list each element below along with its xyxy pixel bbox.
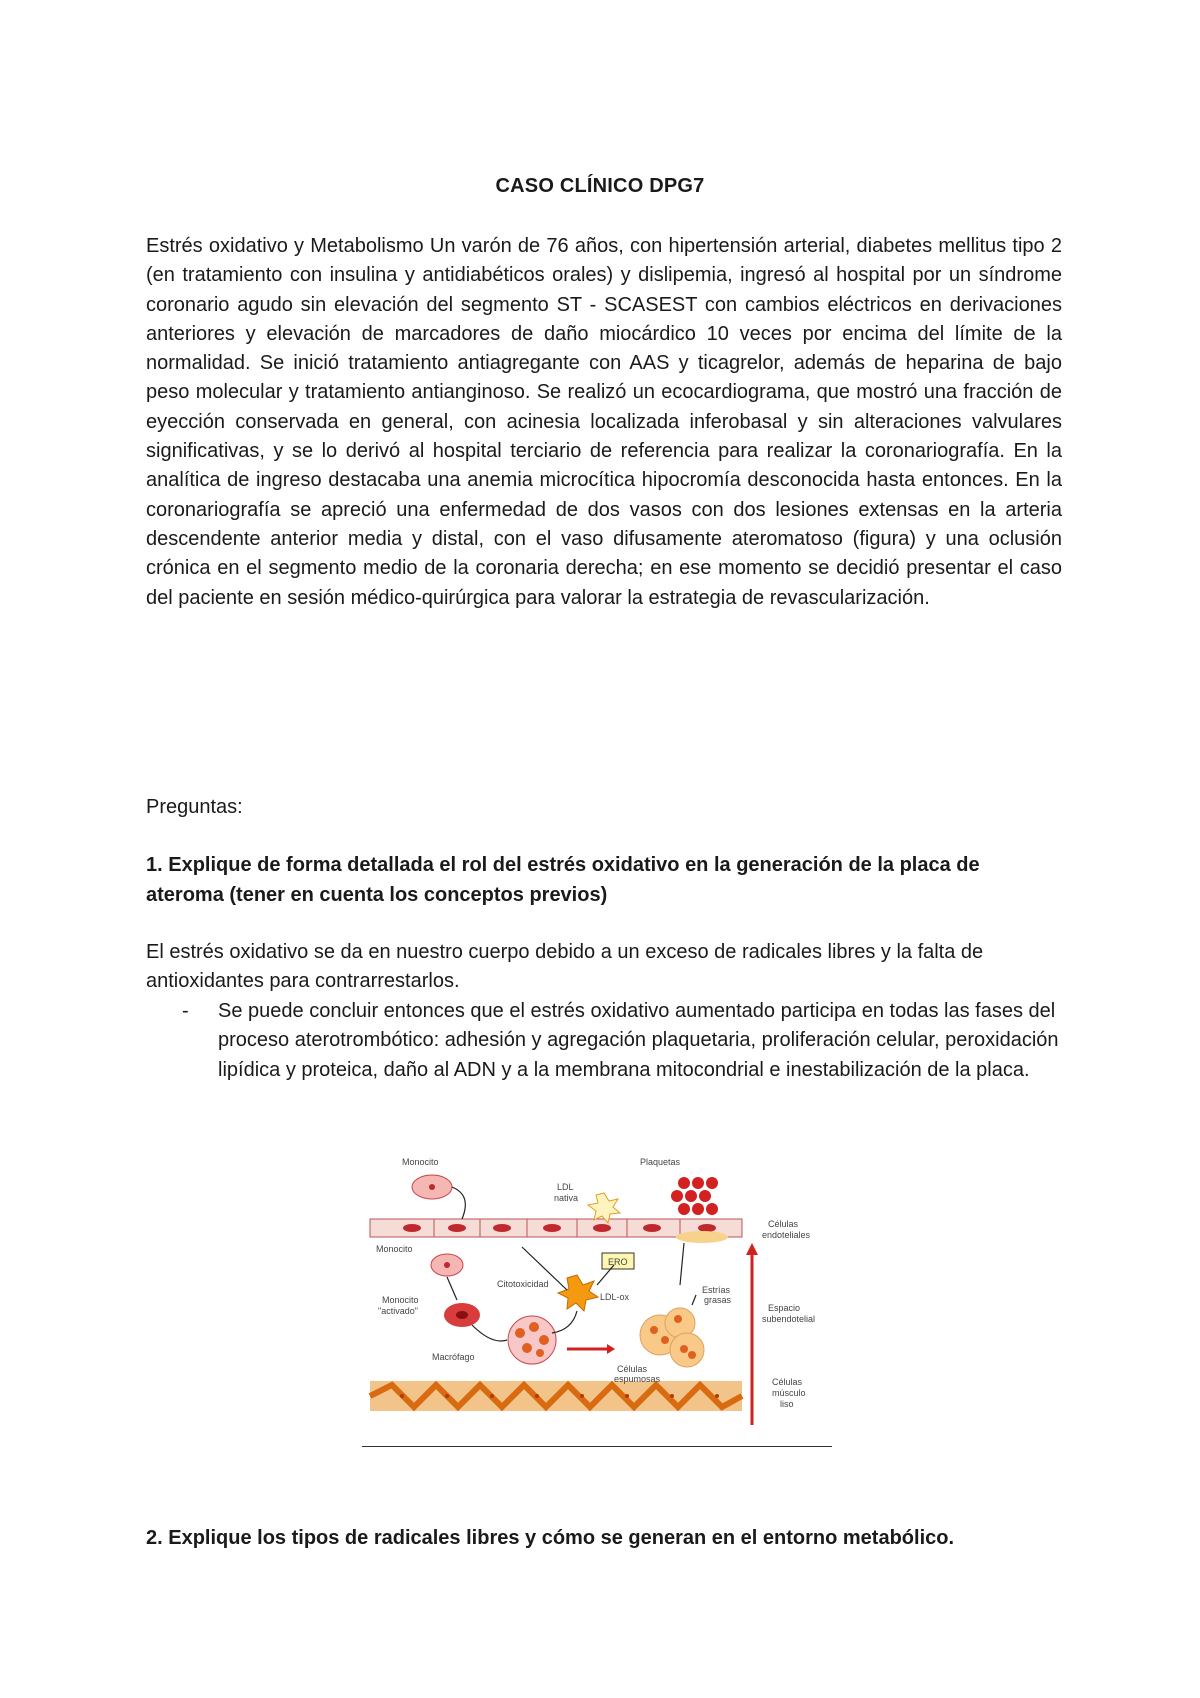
label-macrofago: Macrófago	[432, 1352, 475, 1362]
atherosclerosis-diagram	[362, 1135, 832, 1441]
bullet-text: Se puede concluir entonces que el estrés oxidativo aumentado participa en todas las fases del proceso aterotrombótico: adhesión y agregación plaquetaria, proliferación celular, peroxidación lipídica y proteica, daño al ADN y a la membrana mitocondrial e inestabilización de la placa.	[218, 1000, 1059, 1081]
label-ldl-nativa-2: nativa	[554, 1193, 579, 1203]
label-plaquetas: Plaquetas	[640, 1157, 681, 1167]
label-citotoxicidad: Citotoxicidad	[497, 1279, 549, 1289]
label-monocito-activado-2: "activado"	[378, 1306, 418, 1316]
answer-1-paragraph: El estrés oxidativo se da en nuestro cuerpo debido a un exceso de radicales libres y la falta de antioxidantes para contrarrestarlos.	[146, 941, 984, 993]
label-musculo-1: Células	[772, 1377, 803, 1387]
label-estrias-2: grasas	[704, 1295, 732, 1305]
smooth-muscle-layer	[370, 1381, 742, 1411]
label-monocito: Monocito	[402, 1157, 439, 1167]
label-espumosas-2: espumosas	[614, 1374, 661, 1384]
question-1: 1. Explique de forma detallada el rol del estrés oxidativo en la generación de la placa de ateroma (tener en cuenta los conceptos previos)	[146, 854, 980, 906]
bullet-dash: -	[182, 1000, 189, 1022]
label-ldl-ox: LDL-ox	[600, 1292, 630, 1302]
label-ldl-nativa-1: LDL	[557, 1182, 574, 1192]
label-endoteliales-1: Células	[768, 1219, 799, 1229]
platelets	[671, 1177, 718, 1215]
label-espacio-1: Espacio	[768, 1303, 801, 1313]
label-monocito-activado-1: Monocito	[382, 1295, 419, 1305]
figure-underline	[362, 1446, 832, 1447]
label-musculo-2: músculo	[772, 1388, 806, 1398]
label-musculo-3: liso	[780, 1399, 794, 1409]
questions-label: Preguntas:	[146, 796, 243, 818]
case-description: Estrés oxidativo y Metabolismo Un varón de 76 años, con hipertensión arterial, diabetes mellitus tipo 2 (en tratamiento con insulina y antidiabéticos orales) y dislipemia, ingresó al hospital por un síndrome coronario agudo sin elevación del segmento ST - SCASEST con cambios eléctricos en derivaciones anteriores y elevación de marcadores de daño miocárdico 10 veces por encima del límite de la normalidad. Se inició tratamiento antiagregante con AAS y ticagrelor, además de heparina de bajo peso molecular y tratamiento antianginoso. Se realizó un ecocardiograma, que mostró una fracción de eyección conservada en general, con acinesia localizada inferobasal y sin alteraciones valvulares significativas, y se lo derivó al hospital terciario de referencia para realizar la coronariografía. En la analítica de ingreso destacaba una anemia microcítica hipocromía desconocida hasta entonces. En la coronariografía se apreció una enfermedad de dos vasos con dos lesiones extensas en la arteria descendente anterior media y distal, con el vaso difusamente ateromatoso (figura) y una oclusión crónica en el segmento medio de la coronaria derecha; en ese momento se decidió presentar el caso del paciente en sesión médico-quirúrgica para valorar la estrategia de revascularización.	[146, 235, 1062, 609]
question-2: 2. Explique los tipos de radicales libres y cómo se generan en el entorno metabólico.	[146, 1527, 955, 1549]
label-endoteliales-2: endoteliales	[762, 1230, 811, 1240]
label-espacio-2: subendotelial	[762, 1314, 816, 1324]
document-title: CASO CLÍNICO DPG7	[495, 175, 705, 197]
label-monocito-2: Monocito	[376, 1244, 413, 1254]
label-espumosas-1: Células	[617, 1364, 648, 1374]
label-ero: ERO	[608, 1257, 628, 1267]
label-estrias-1: Estrías	[702, 1285, 731, 1295]
